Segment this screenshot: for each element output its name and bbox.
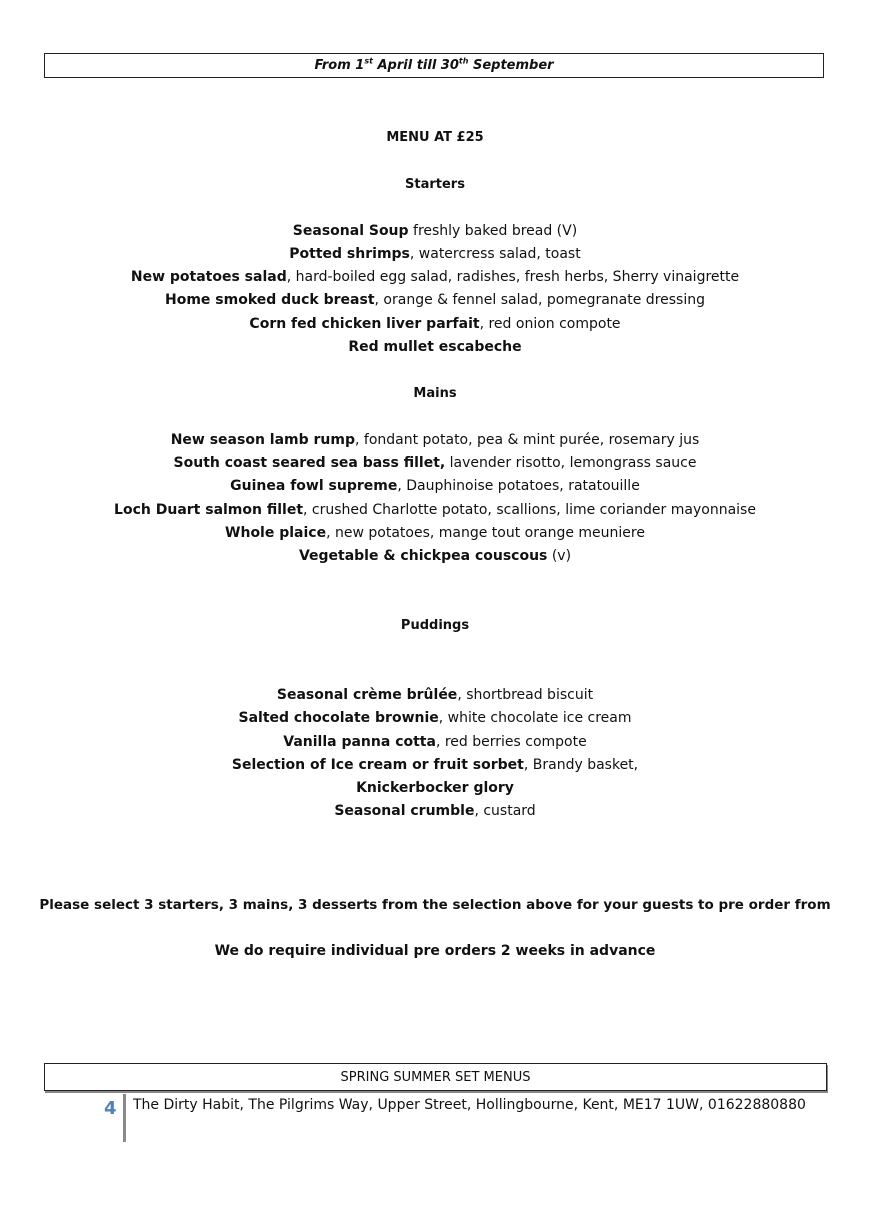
menu-item: Selection of Ice cream or fruit sorbet, Brandy basket,	[231, 757, 639, 773]
selection-instructions: Please select 3 starters, 3 mains, 3 desserts from the selection above for your guests to pre order from	[39, 897, 831, 913]
puddings-heading: Puddings	[400, 618, 470, 633]
mains-heading: Mains	[413, 386, 457, 401]
date-range-text: From 1st April till 30th September	[314, 56, 554, 73]
menu-item: Vegetable & chickpea couscous (v)	[298, 548, 572, 564]
footer-section-title-text: SPRING SUMMER SET MENUS	[340, 1069, 531, 1085]
menu-item: Seasonal crumble, custard	[334, 803, 536, 819]
footer-divider	[123, 1094, 126, 1142]
menu-title: MENU AT £25	[386, 130, 484, 145]
menu-item: South coast seared sea bass fillet, lavender risotto, lemongrass sauce	[173, 455, 697, 471]
menu-item: Seasonal crème brûlée, shortbread biscuit	[276, 687, 594, 703]
menu-item: Whole plaice, new potatoes, mange tout orange meuniere	[225, 525, 645, 541]
menu-item: Salted chocolate brownie, white chocolate ice cream	[238, 710, 632, 726]
menu-item: Home smoked duck breast, orange & fennel salad, pomegranate dressing	[164, 292, 705, 308]
menu-item: Knickerbocker glory	[356, 780, 514, 796]
menu-item: New potatoes salad, hard-boiled egg salad, radishes, fresh herbs, Sherry vinaigrette	[130, 269, 740, 285]
footer-section-title	[44, 1063, 827, 1091]
menu-item: Vanilla panna cotta, red berries compote	[283, 734, 587, 750]
page-number: 4	[104, 1098, 117, 1119]
footer-address: The Dirty Habit, The Pilgrims Way, Upper Street, Hollingbourne, Kent, ME17 1UW, 01622880880	[133, 1097, 806, 1113]
menu-item: Potted shrimps, watercress salad, toast	[289, 246, 581, 262]
menu-item: Seasonal Soup freshly baked bread (V)	[292, 223, 578, 239]
preorder-notice: We do require individual pre orders 2 weeks in advance	[214, 943, 656, 959]
menu-item: Red mullet escabeche	[348, 339, 522, 355]
menu-item: Guinea fowl supreme, Dauphinoise potatoes, ratatouille	[230, 478, 640, 494]
starters-heading: Starters	[405, 177, 465, 192]
menu-item: Corn fed chicken liver parfait, red onion compote	[249, 316, 621, 332]
menu-item: New season lamb rump, fondant potato, pea & mint purée, rosemary jus	[170, 432, 700, 448]
menu-item: Loch Duart salmon fillet, crushed Charlotte potato, scallions, lime coriander mayonnaise	[114, 502, 756, 518]
date-range-banner	[44, 53, 824, 78]
